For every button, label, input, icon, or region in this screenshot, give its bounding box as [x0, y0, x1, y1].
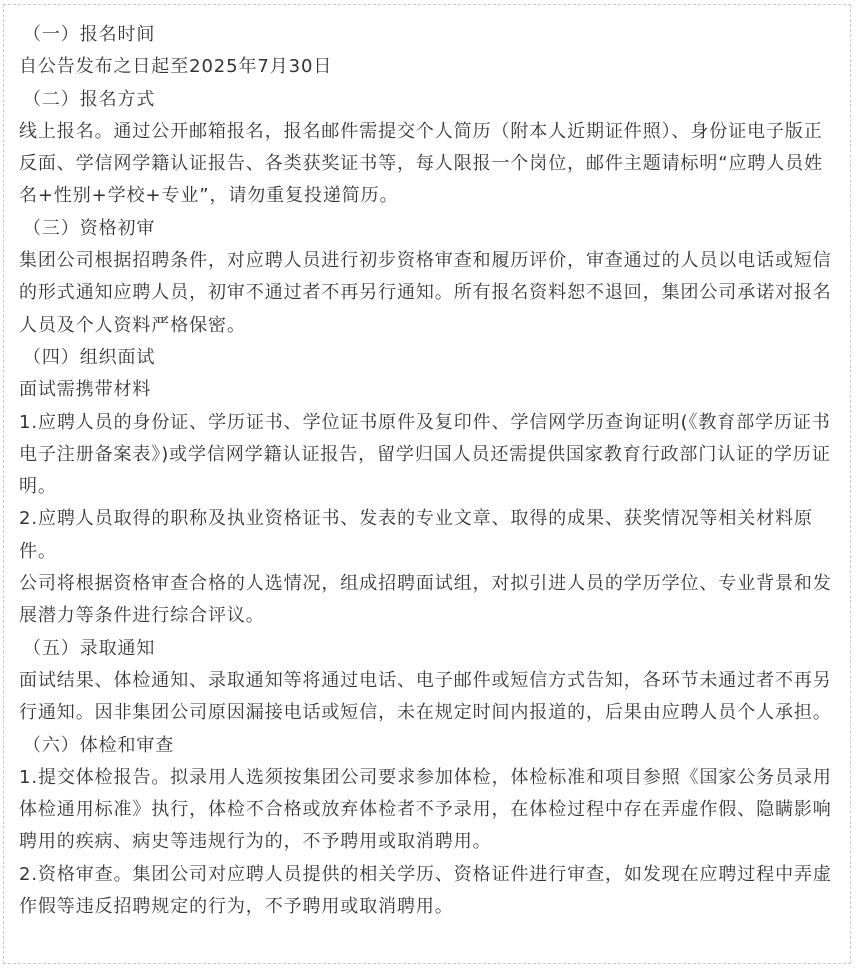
section-heading-preliminary-review: （三）资格初审	[23, 217, 156, 239]
paragraph: 线上报名。通过公开邮箱报名，报名邮件需提交个人简历（附本人近期证件照）、身份证电子版正反面、学信网学籍认证报告、各类获奖证书等，每人限报一个岗位，邮件主题请标明“应聘人员姓名+性别+学校+专业”，请勿重复投递简历。	[19, 120, 824, 207]
paragraph: 集团公司根据招聘条件，对应聘人员进行初步资格审查和履历评价，审查通过的人员以电话或短信的形式通知应聘人员，初审不通过者不再另行通知。所有报名资料恕不退回，集团公司承诺对报名人员及个人资料严格保密。	[19, 250, 832, 336]
section-heading-registration-time: （一）报名时间	[23, 24, 156, 45]
paragraph: 2.应聘人员取得的职称及执业资格证书、发表的专业文章、取得的成果、获奖情况等相关材料原件。	[19, 508, 813, 562]
article-body	[19, 19, 841, 923]
paragraph: 公司将根据资格审查合格的人选情况，组成招聘面试组，对拟引进人员的学历学位、专业背景和发展潜力等条件进行综合评议。	[19, 573, 832, 627]
section-heading-interview: （四）组织面试	[23, 346, 156, 368]
paragraph: 自公告发布之日起至2025年7月30日	[19, 56, 333, 78]
section-heading-registration-method: （二）报名方式	[23, 88, 156, 110]
paragraph: 2.资格审查。集团公司对应聘人员提供的相关学历、资格证件进行审查，如发现在应聘过程中弄虚作假等违反招聘规定的行为，不予聘用或取消聘用。	[19, 863, 832, 918]
section-heading-admission-notice: （五）录取通知	[23, 637, 156, 659]
paragraph: 面试结果、体检通知、录取通知等将通过电话、电子邮件或短信方式告知，各环节未通过者不再另行通知。因非集团公司原因漏接电话或短信，未在规定时间内报道的，后果由应聘人员个人承担。	[19, 669, 832, 724]
paragraph: 1.应聘人员的身份证、学历证书、学位证书原件及复印件、学信网学历查询证明(《教育部学历证书电子注册备案表》)或学信网学籍认证报告，留学归国人员还需提供国家教育行政部门认证的学历证明。	[19, 411, 831, 498]
section-heading-medical-and-review: （六）体检和审查	[23, 734, 175, 756]
paragraph: 面试需携带材料	[19, 379, 152, 401]
paragraph: 1.提交体检报告。拟录用人选须按集团公司要求参加体检，体检标准和项目参照《国家公务员录用体检通用标准》执行，体检不合格或放弃体检者不予录用，在体检过程中存在弄虚作假、隐瞒影响聘用的疾病、病史等违规行为的，不予聘用或取消聘用。	[19, 766, 832, 853]
